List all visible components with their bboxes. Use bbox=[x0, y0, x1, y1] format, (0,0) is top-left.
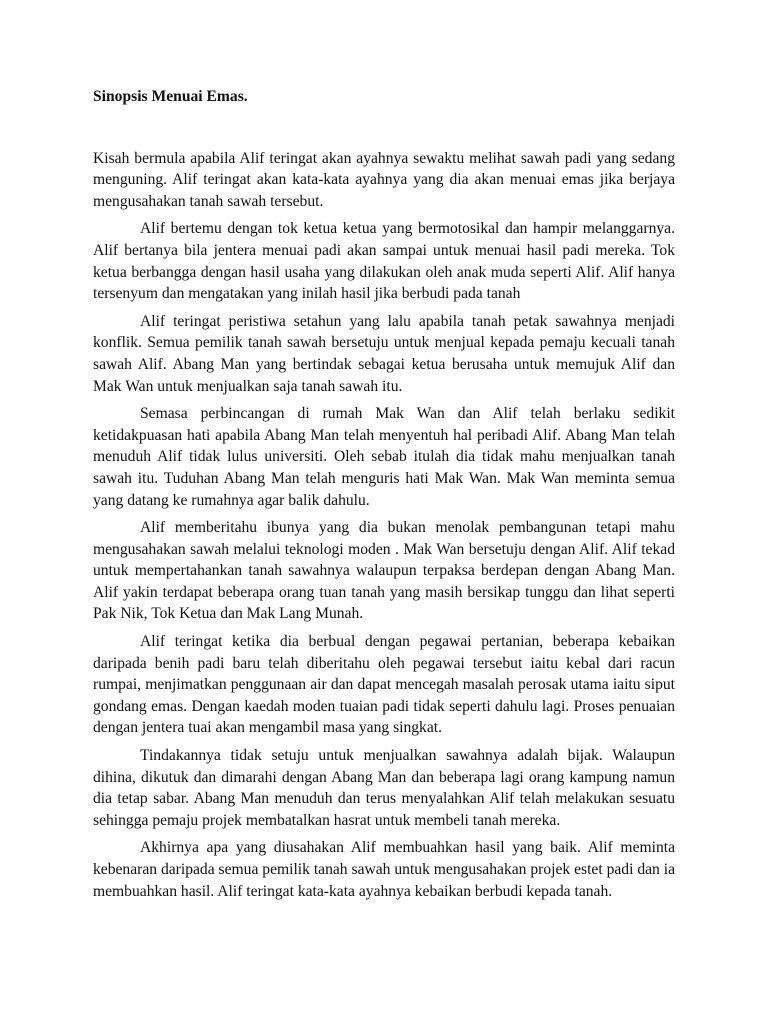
paragraph-6: Alif teringat ketika dia berbual dengan pegawai pertanian, beberapa kebaikan daripada benih padi baru telah diberitahu oleh pegawai tersebut iaitu kebal dari racun rumpai, menjimatkan penggunaan air dan dapat mencegah masalah perosak utama iaitu siput gondang emas. Dengan kaedah moden tuaian padi tidak seperti dahulu lagi. Proses penuaian dengan jentera tuai akan mengambil masa yang singkat. bbox=[93, 633, 675, 737]
document-page bbox=[93, 86, 675, 908]
document-title: Sinopsis Menuai Emas. bbox=[93, 88, 248, 105]
paragraph-8: Akhirnya apa yang diusahakan Alif membuahkan hasil yang baik. Alif meminta kebenaran daripada semua pemilik tanah sawah untuk mengusahakan projek estet padi dan ia membuahkan hasil. Alif teringat kata-kata ayahnya kebaikan berbudi kepada tanah. bbox=[93, 839, 675, 900]
paragraph-2: Alif bertemu dengan tok ketua ketua yang bermotosikal dan hampir melanggarnya. Alif bertanya bila jentera menuai padi akan sampai untuk menuai hasil padi mereka. Tok ketua berbangga dengan hasil usaha yang dilakukan oleh anak muda seperti Alif. Alif hanya tersenyum dan mengatakan yang inilah hasil jika berbudi pada tanah bbox=[93, 220, 675, 303]
paragraph-4: Semasa perbincangan di rumah Mak Wan dan Alif telah berlaku sedikit ketidakpuasan hati apabila Abang Man telah menyentuh hal peribadi Alif. Abang Man telah menuduh Alif tidak lulus universiti. Oleh sebab itulah dia tidak mahu menjualkan tanah sawah itu. Tuduhan Abang Man telah menguris hati Mak Wan. Mak Wan meminta semua yang datang ke rumahnya agar balik dahulu. bbox=[93, 405, 675, 509]
paragraph-1: Kisah bermula apabila Alif teringat akan ayahnya sewaktu melihat sawah padi yang sedang menguning. Alif teringat akan kata-kata ayahnya yang dia akan menuai emas jika berjaya mengusahakan tanah sawah tersebut. bbox=[93, 149, 675, 210]
paragraph-3: Alif teringat peristiwa setahun yang lalu apabila tanah petak sawahnya menjadi konflik. Semua pemilik tanah sawah bersetuju untuk menjual kepada pemaju kecuali tanah sawah Alif. Abang Man yang bertindak sebagai ketua berusaha untuk memujuk Alif dan Mak Wan untuk menjualkan saja tanah sawah itu. bbox=[93, 312, 675, 395]
paragraph-5: Alif memberitahu ibunya yang dia bukan menolak pembangunan tetapi mahu mengusahakan sawah melalui teknologi moden . Mak Wan bersetuju dengan Alif. Alif tekad untuk mempertahankan tanah sawahnya walaupun terpaksa berdepan dengan Abang Man. Alif yakin terdapat beberapa orang tuan tanah yang masih bersikap tunggu dan lihat seperti Pak Nik, Tok Ketua dan Mak Lang Munah. bbox=[93, 519, 675, 623]
paragraph-7: Tindakannya tidak setuju untuk menjualkan sawahnya adalah bijak. Walaupun dihina, dikutuk dan dimarahi dengan Abang Man dan beberapa lagi orang kampung namun dia tetap sabar. Abang Man menuduh dan terus menyalahkan Alif telah melakukan sesuatu sehingga pemaju projek membatalkan hasrat untuk membeli tanah mereka. bbox=[93, 747, 675, 829]
